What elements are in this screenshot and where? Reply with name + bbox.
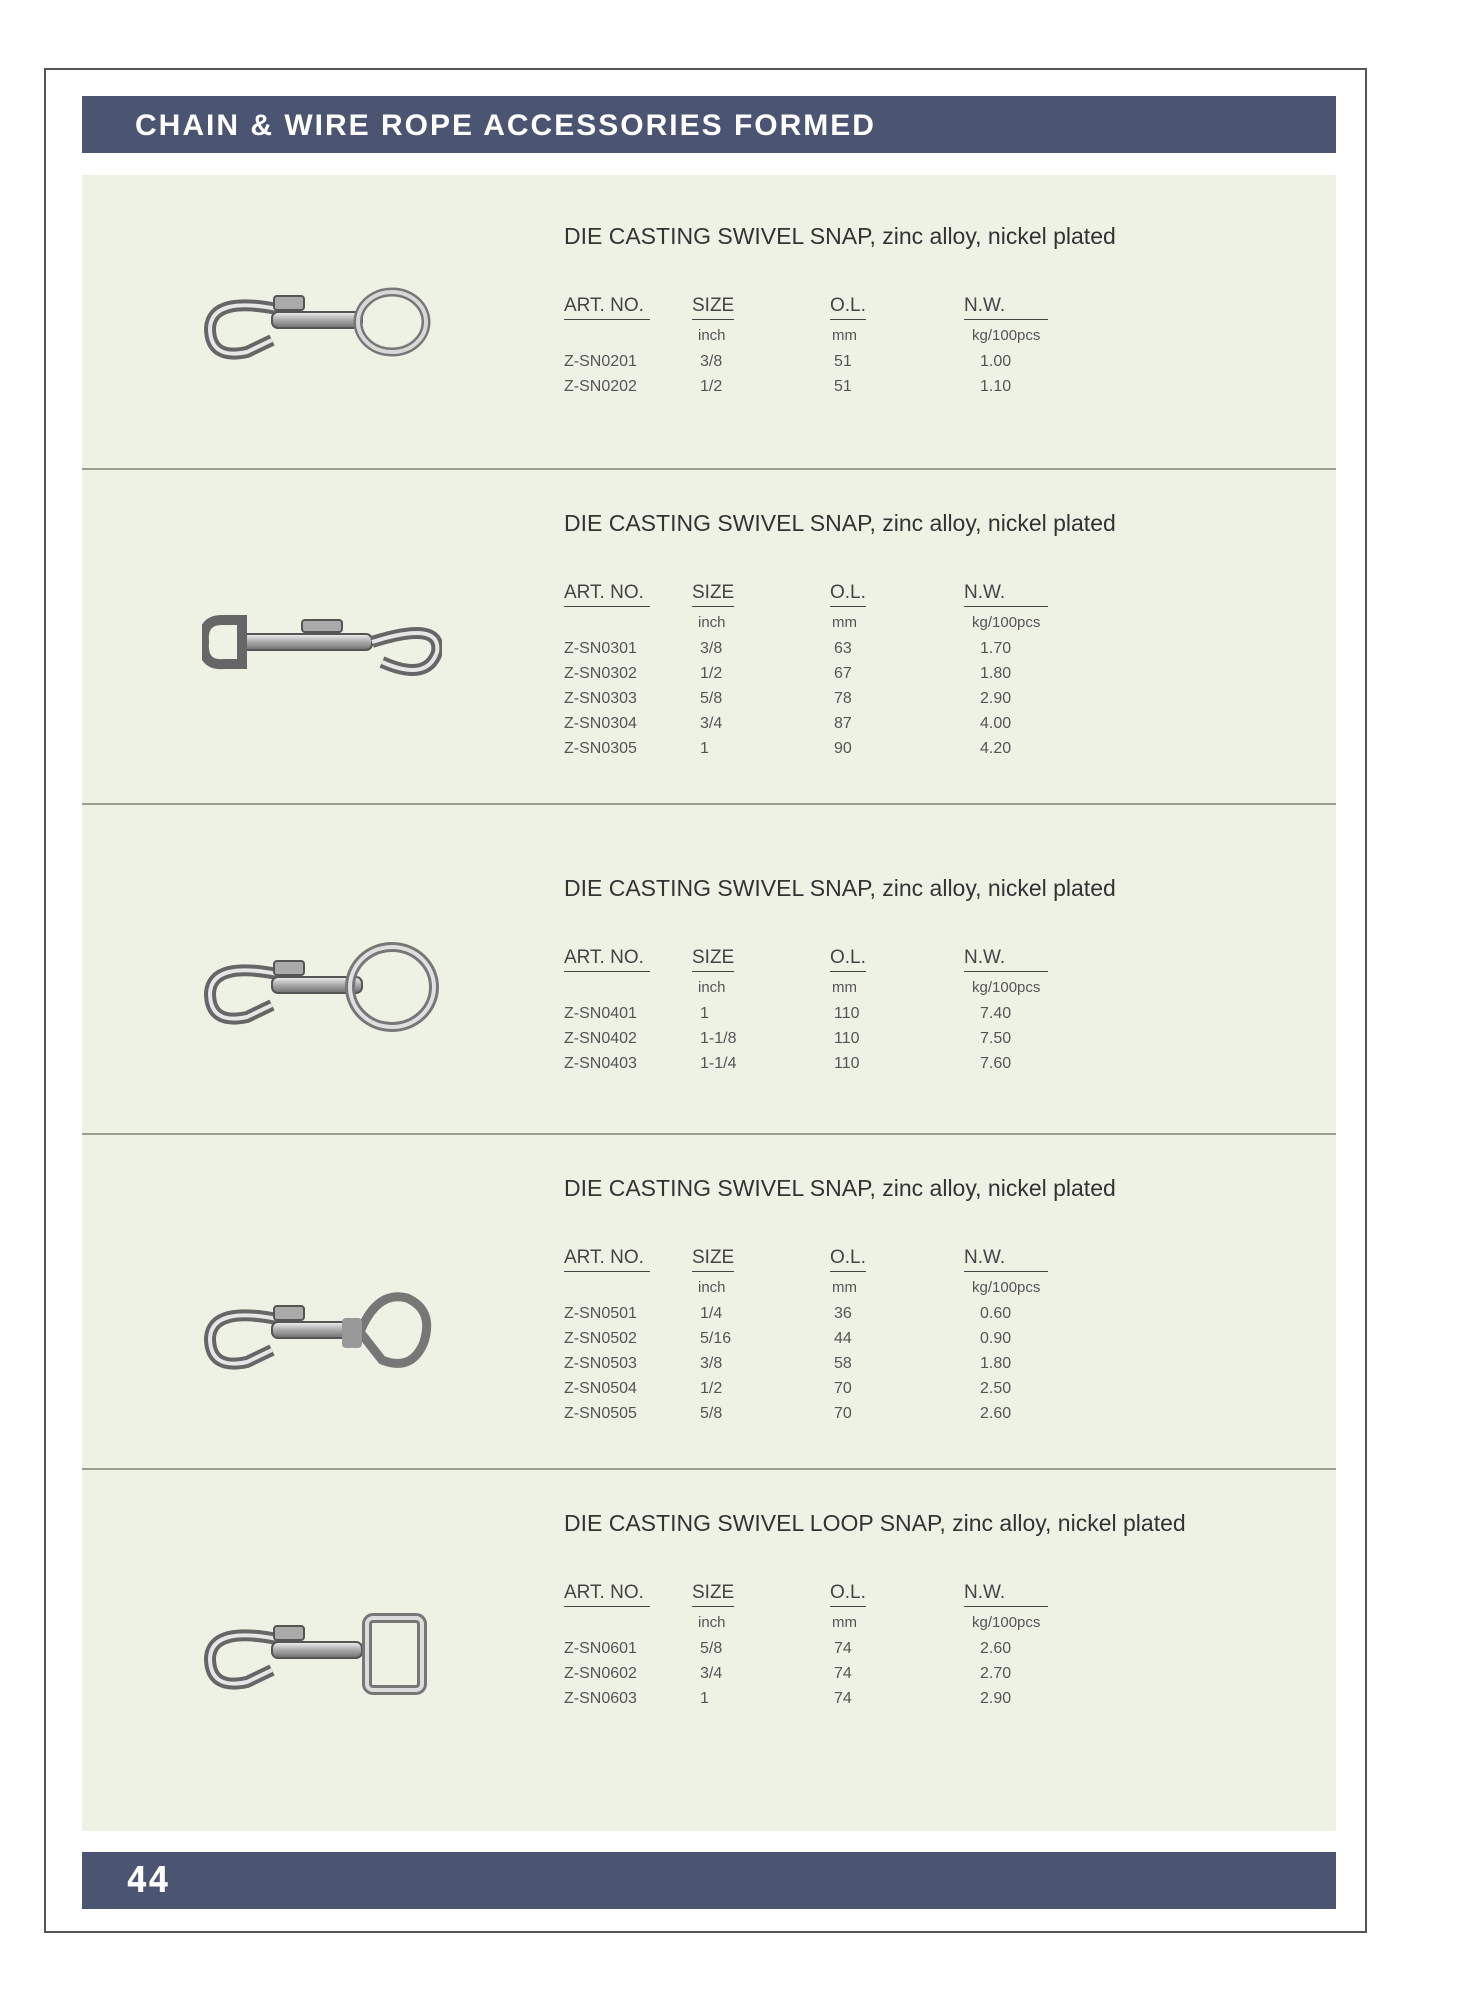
table-cell-art: Z-SN0304 (564, 715, 637, 732)
table-cell-size: 1/4 (700, 1305, 723, 1322)
swivel-snap-large-ring-image (202, 935, 442, 1045)
footer-bar (82, 1852, 1336, 1909)
table-cell-ol: 70 (834, 1380, 852, 1397)
table-cell-art: Z-SN0501 (564, 1305, 637, 1322)
page-title: CHAIN & WIRE ROPE ACCESSORIES FORMED (135, 109, 876, 142)
unit-size: inch (698, 1614, 726, 1631)
table-cell-nw: 0.90 (980, 1330, 1012, 1347)
section-title: DIE CASTING SWIVEL SNAP, zinc alloy, nickel plated (564, 875, 1116, 901)
table-cell-art: Z-SN0503 (564, 1355, 637, 1372)
catalog-content (82, 175, 1336, 1831)
spec-table (564, 947, 1084, 1082)
unit-ol: mm (832, 979, 857, 996)
table-cell-art: Z-SN0603 (564, 1690, 637, 1707)
product-section (82, 1135, 1336, 1470)
header-bar (82, 96, 1336, 153)
table-cell-size: 3/4 (700, 1665, 723, 1682)
col-header-ol: O.L. (830, 1247, 866, 1272)
table-cell-art: Z-SN0301 (564, 640, 637, 657)
unit-nw: kg/100pcs (972, 614, 1041, 631)
table-cell-nw: 2.60 (980, 1405, 1012, 1422)
table-cell-ol: 36 (834, 1305, 852, 1322)
table-cell-ol: 74 (834, 1665, 852, 1682)
table-cell-nw: 1.00 (980, 353, 1012, 370)
col-header-art-no: ART. NO. (564, 947, 650, 972)
table-cell-nw: 4.00 (980, 715, 1012, 732)
section-title: DIE CASTING SWIVEL SNAP, zinc alloy, nickel plated (564, 510, 1116, 536)
table-cell-nw: 1.70 (980, 640, 1012, 657)
table-cell-art: Z-SN0504 (564, 1380, 637, 1397)
unit-size: inch (698, 327, 726, 344)
table-cell-nw: 1.80 (980, 665, 1012, 682)
table-cell-size: 1/2 (700, 378, 723, 395)
table-cell-art: Z-SN0401 (564, 1005, 637, 1022)
table-cell-ol: 87 (834, 715, 852, 732)
table-cell-ol: 70 (834, 1405, 852, 1422)
unit-ol: mm (832, 1279, 857, 1296)
col-header-nw: N.W. (964, 582, 1048, 607)
table-cell-art: Z-SN0403 (564, 1055, 637, 1072)
table-cell-art: Z-SN0201 (564, 353, 637, 370)
table-cell-size: 3/4 (700, 715, 723, 732)
table-cell-art: Z-SN0202 (564, 378, 637, 395)
table-cell-size: 1 (700, 740, 709, 757)
table-cell-size: 3/8 (700, 640, 723, 657)
table-cell-size: 5/8 (700, 690, 723, 707)
page-number: 44 (126, 1860, 170, 1901)
table-cell-nw: 2.90 (980, 690, 1012, 707)
spec-table (564, 295, 1084, 405)
table-cell-ol: 51 (834, 378, 852, 395)
spec-table (564, 582, 1084, 767)
col-header-size: SIZE (692, 1247, 734, 1272)
unit-ol: mm (832, 1614, 857, 1631)
table-cell-size: 3/8 (700, 353, 723, 370)
product-section (82, 1470, 1336, 1831)
unit-size: inch (698, 614, 726, 631)
table-cell-size: 5/8 (700, 1640, 723, 1657)
swivel-snap-d-eye-image (202, 590, 442, 700)
section-title: DIE CASTING SWIVEL SNAP, zinc alloy, nickel plated (564, 1175, 1116, 1201)
table-cell-art: Z-SN0602 (564, 1665, 637, 1682)
table-cell-ol: 44 (834, 1330, 852, 1347)
table-cell-nw: 7.40 (980, 1005, 1012, 1022)
section-title: DIE CASTING SWIVEL SNAP, zinc alloy, nickel plated (564, 223, 1116, 249)
table-cell-art: Z-SN0601 (564, 1640, 637, 1657)
table-cell-nw: 1.80 (980, 1355, 1012, 1372)
unit-nw: kg/100pcs (972, 327, 1041, 344)
col-header-ol: O.L. (830, 295, 866, 320)
spec-table (564, 1247, 1084, 1432)
table-cell-ol: 67 (834, 665, 852, 682)
product-section (82, 805, 1336, 1135)
table-cell-ol: 90 (834, 740, 852, 757)
unit-size: inch (698, 1279, 726, 1296)
table-cell-nw: 2.60 (980, 1640, 1012, 1657)
col-header-size: SIZE (692, 1582, 734, 1607)
table-cell-size: 5/16 (700, 1330, 732, 1347)
unit-ol: mm (832, 614, 857, 631)
table-cell-ol: 74 (834, 1690, 852, 1707)
col-header-size: SIZE (692, 947, 734, 972)
table-cell-nw: 2.70 (980, 1665, 1012, 1682)
table-cell-size: 1 (700, 1005, 709, 1022)
unit-ol: mm (832, 327, 857, 344)
table-cell-ol: 110 (834, 1055, 860, 1072)
swivel-loop-snap-square-eye-image (202, 1600, 442, 1710)
table-cell-ol: 110 (834, 1030, 860, 1047)
col-header-size: SIZE (692, 295, 734, 320)
table-cell-art: Z-SN0402 (564, 1030, 637, 1047)
unit-nw: kg/100pcs (972, 1614, 1041, 1631)
col-header-size: SIZE (692, 582, 734, 607)
table-cell-art: Z-SN0505 (564, 1405, 637, 1422)
table-cell-size: 1/2 (700, 665, 723, 682)
product-section (82, 470, 1336, 805)
table-cell-ol: 58 (834, 1355, 852, 1372)
unit-size: inch (698, 979, 726, 996)
product-section (82, 175, 1336, 470)
col-header-ol: O.L. (830, 582, 866, 607)
table-cell-size: 1/2 (700, 1380, 723, 1397)
col-header-nw: N.W. (964, 1247, 1048, 1272)
table-cell-size: 1-1/8 (700, 1030, 737, 1047)
table-cell-size: 1-1/4 (700, 1055, 737, 1072)
swivel-snap-teardrop-eye-image (202, 1280, 442, 1390)
swivel-snap-round-eye-image (202, 270, 442, 380)
table-cell-ol: 78 (834, 690, 852, 707)
table-cell-nw: 7.60 (980, 1055, 1012, 1072)
table-cell-size: 3/8 (700, 1355, 723, 1372)
col-header-art-no: ART. NO. (564, 1247, 650, 1272)
section-title: DIE CASTING SWIVEL LOOP SNAP, zinc alloy, nickel plated (564, 1510, 1186, 1536)
col-header-nw: N.W. (964, 1582, 1048, 1607)
table-cell-nw: 7.50 (980, 1030, 1012, 1047)
table-cell-nw: 2.90 (980, 1690, 1012, 1707)
table-cell-ol: 63 (834, 640, 852, 657)
unit-nw: kg/100pcs (972, 979, 1041, 996)
unit-nw: kg/100pcs (972, 1279, 1041, 1296)
col-header-ol: O.L. (830, 1582, 866, 1607)
table-cell-ol: 110 (834, 1005, 860, 1022)
col-header-ol: O.L. (830, 947, 866, 972)
table-cell-size: 5/8 (700, 1405, 723, 1422)
table-cell-art: Z-SN0502 (564, 1330, 637, 1347)
table-cell-ol: 74 (834, 1640, 852, 1657)
col-header-nw: N.W. (964, 947, 1048, 972)
col-header-nw: N.W. (964, 295, 1048, 320)
table-cell-nw: 2.50 (980, 1380, 1012, 1397)
col-header-art-no: ART. NO. (564, 295, 650, 320)
table-cell-ol: 51 (834, 353, 852, 370)
table-cell-size: 1 (700, 1690, 709, 1707)
table-cell-nw: 0.60 (980, 1305, 1012, 1322)
table-cell-art: Z-SN0303 (564, 690, 637, 707)
table-cell-art: Z-SN0302 (564, 665, 637, 682)
spec-table (564, 1582, 1084, 1717)
col-header-art-no: ART. NO. (564, 1582, 650, 1607)
table-cell-nw: 1.10 (980, 378, 1012, 395)
table-cell-art: Z-SN0305 (564, 740, 637, 757)
col-header-art-no: ART. NO. (564, 582, 650, 607)
table-cell-nw: 4.20 (980, 740, 1012, 757)
